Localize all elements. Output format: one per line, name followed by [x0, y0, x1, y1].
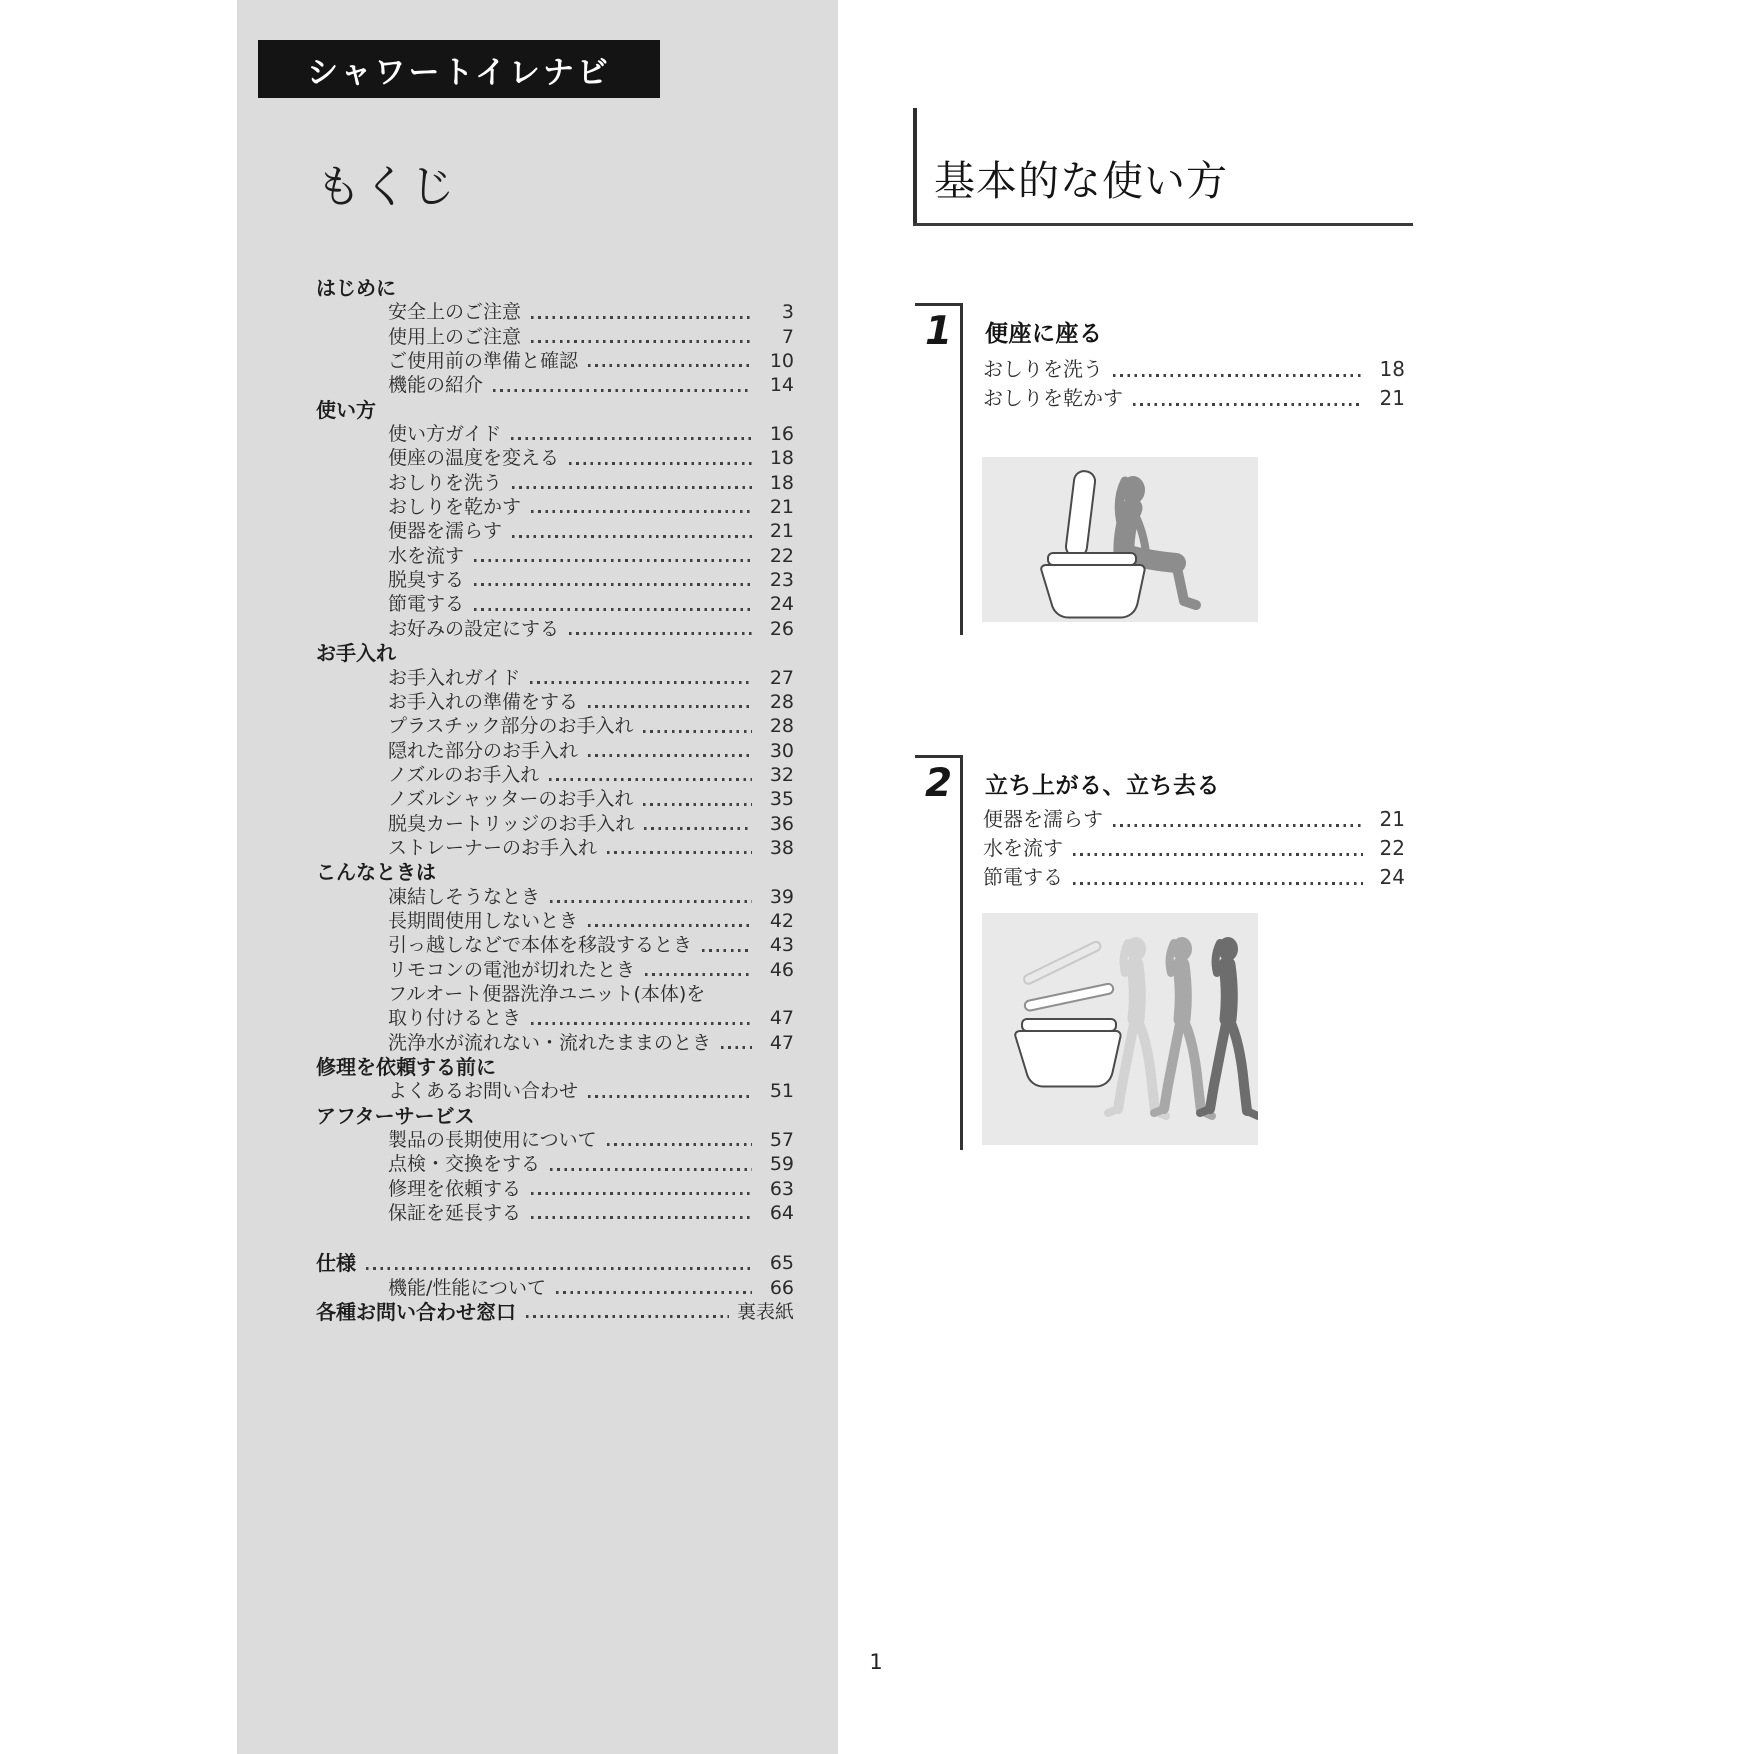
header-tab [258, 40, 660, 98]
toc-item [316, 885, 794, 909]
toc-item-page: 64 [769, 1202, 794, 1225]
toc-item-page: 28 [769, 715, 794, 738]
toc-item [316, 1079, 794, 1103]
toc-item-label: フルオート便器洗浄ユニット(本体)を [388, 982, 706, 1005]
toc-item-page: 59 [769, 1153, 794, 1176]
toc-item-label: ノズルのお手入れ [388, 763, 540, 786]
toc-item-label: ストレーナーのお手入れ [388, 836, 598, 859]
toc-item-page: 39 [769, 885, 794, 908]
toc-item-label: ご使用前の準備と確認 [388, 350, 579, 373]
dot-leader [550, 1168, 752, 1171]
toc-item-label: 使い方ガイド [388, 423, 502, 446]
toc-item [316, 714, 794, 738]
toc-item-page: 38 [769, 836, 794, 859]
toc-item-label: 修理を依頼する [388, 1177, 522, 1200]
dot-leader [531, 510, 752, 513]
toc-item [316, 349, 794, 373]
toc-item-page: 35 [769, 788, 794, 811]
toc-item-page: 43 [769, 934, 794, 957]
toc-item-label: 水を流す [388, 544, 465, 567]
toc-item-page: 32 [769, 763, 794, 786]
toc-item-page: 36 [769, 812, 794, 835]
dot-leader [531, 1022, 752, 1025]
toc-section-label: はじめに [316, 276, 396, 300]
toc-footer [316, 1251, 794, 1324]
toc-item-label: 脱臭カートリッジのお手入れ [388, 812, 635, 835]
toc-item-page: 27 [769, 666, 794, 689]
toc-item-page: 42 [769, 909, 794, 932]
toc-item-label: 製品の長期使用について [388, 1129, 597, 1152]
toc-item [316, 1128, 794, 1152]
dot-leader [531, 340, 752, 343]
dot-leader [1073, 853, 1363, 856]
toc-item-label: お手入れガイド [388, 666, 521, 689]
toc-item [316, 836, 794, 860]
dot-leader [530, 681, 752, 684]
toc-item-label: 仕様 [316, 1251, 356, 1276]
toc-item-label: 安全上のご注意 [388, 301, 522, 324]
toc-item [316, 1276, 794, 1300]
toc-item-page: 21 [769, 496, 794, 519]
step-item-list [983, 355, 1405, 413]
toc-item [316, 422, 794, 446]
toc-item [316, 958, 794, 982]
toc-item [316, 1152, 794, 1176]
toc-item [316, 1031, 794, 1055]
toc-item-page: 30 [769, 739, 794, 762]
toc-item-label: 機能/性能について [388, 1276, 547, 1299]
dot-leader [721, 1046, 752, 1049]
step-item-page: 21 [1379, 807, 1405, 831]
step-item-label: 水を流す [983, 836, 1063, 860]
dot-leader [644, 827, 752, 830]
dot-leader [588, 754, 752, 757]
step-item [983, 834, 1405, 863]
toc-item [316, 544, 794, 568]
section-title-block [913, 108, 1413, 226]
toc-item-label: 節電する [388, 593, 465, 616]
toc-item [316, 739, 794, 763]
toc-item-page: 47 [769, 1007, 794, 1030]
table-of-contents [316, 276, 794, 1324]
women-walking-away-lid-closing-icon [982, 913, 1258, 1145]
toc-item [316, 617, 794, 641]
toc-title: もくじ [316, 160, 458, 213]
dot-leader [550, 900, 752, 903]
dot-leader [511, 437, 752, 440]
toc-item-page: 23 [769, 569, 794, 592]
dot-leader [607, 851, 752, 854]
toc-item-page: 10 [769, 350, 794, 373]
dot-leader [1113, 374, 1363, 377]
dot-leader [588, 924, 752, 927]
toc-item-label: リモコンの電池が切れたとき [388, 958, 636, 981]
toc-item-page: 16 [769, 423, 794, 446]
dot-leader [643, 730, 752, 733]
toc-section-label: 使い方 [316, 397, 376, 422]
toc-item-page: 7 [781, 325, 794, 348]
toc-item-page: 51 [769, 1080, 794, 1103]
page-number: 1 [869, 1650, 883, 1674]
toc-section-label: アフターサービス [316, 1103, 475, 1128]
toc-item-page: 28 [769, 690, 794, 713]
toc-item-page: 47 [769, 1031, 794, 1054]
dot-leader [549, 778, 752, 781]
toc-item-label: ノズルシャッターのお手入れ [388, 788, 634, 811]
toc-item [316, 909, 794, 933]
dot-leader [531, 1192, 752, 1195]
step-number: 1 [925, 309, 953, 354]
toc-section-label: こんなときは [316, 860, 436, 885]
toc-item-label: 各種お問い合わせ窓口 [316, 1300, 516, 1325]
toc-section-label: 修理を依頼する前に [316, 1055, 496, 1079]
toc-item-label: 脱臭する [388, 569, 465, 592]
dot-leader [588, 705, 752, 708]
toc-item [316, 666, 794, 690]
dot-leader [474, 608, 752, 611]
dot-leader [531, 1216, 752, 1219]
toc-item-page: 21 [769, 520, 794, 543]
toc-item-page: 18 [769, 447, 794, 470]
step-item-label: 便器を濡らす [983, 807, 1103, 831]
step-heading: 立ち上がる、立ち去る [985, 773, 1220, 799]
toc-item-label: 引っ越しなどで本体を移設するとき [388, 934, 693, 957]
toc-item [316, 446, 794, 470]
toc-item [316, 1300, 794, 1324]
header-tab-label: シャワートイレナビ [307, 54, 611, 91]
step-1 [913, 303, 1413, 635]
toc-item-label: よくあるお問い合わせ [388, 1080, 579, 1103]
dot-leader [526, 1315, 729, 1318]
step-2 [913, 755, 1413, 1150]
toc-item [316, 300, 794, 324]
dot-leader [569, 462, 752, 465]
toc-item-page: 3 [781, 301, 794, 324]
toc-item [316, 933, 794, 957]
toc-item-label: 取り付けるとき [388, 1007, 522, 1030]
dot-leader [531, 316, 752, 319]
toc-item-page: 裏表紙 [736, 1301, 794, 1324]
toc-item [316, 568, 794, 592]
toc-item [316, 373, 794, 397]
dot-leader [702, 949, 752, 952]
step-item-label: おしりを洗う [983, 357, 1103, 381]
step-item [983, 384, 1405, 413]
toc-item-label: 便器を濡らす [388, 520, 503, 543]
toc-item [316, 690, 794, 714]
toc-item-label: 保証を延長する [388, 1202, 522, 1225]
step-item [983, 355, 1405, 384]
toc-item-label: 洗浄水が流れない・流れたままのとき [388, 1031, 712, 1054]
dot-leader [556, 1291, 752, 1294]
section-title: 基本的な使い方 [913, 108, 1413, 223]
step-item [983, 863, 1405, 892]
toc-item-page: 14 [769, 374, 794, 397]
toc-item-label: プラスチック部分のお手入れ [388, 715, 634, 738]
step-number: 2 [925, 761, 953, 806]
step-item-page: 24 [1379, 865, 1405, 889]
dot-leader [643, 803, 752, 806]
dot-leader [645, 973, 752, 976]
step-item-page: 22 [1379, 836, 1405, 860]
toc-item-page: 63 [769, 1177, 794, 1200]
toc-item [316, 1006, 794, 1030]
step-heading: 便座に座る [985, 321, 1103, 347]
toc-item-page: 24 [769, 593, 794, 616]
dot-leader [512, 486, 752, 489]
toc-section-label: お手入れ [316, 641, 396, 666]
toc-item-page: 65 [769, 1252, 794, 1275]
dot-leader [569, 632, 752, 635]
dot-leader [607, 1143, 752, 1146]
toc-item [316, 982, 794, 1006]
toc-item [316, 592, 794, 616]
toc-item-page: 18 [769, 471, 794, 494]
dot-leader [493, 389, 752, 392]
toc-item [316, 325, 794, 349]
dot-leader [474, 583, 752, 586]
dot-leader [588, 364, 752, 367]
toc-item [316, 763, 794, 787]
toc-item-page: 57 [769, 1129, 794, 1152]
dot-leader [715, 997, 752, 1000]
step-item-label: 節電する [983, 865, 1063, 889]
toc-item [316, 812, 794, 836]
dot-leader [366, 1267, 752, 1270]
toc-item-page: 26 [769, 617, 794, 640]
toc-item-page: 46 [769, 958, 794, 981]
toc-item-page: 22 [769, 544, 794, 567]
toc-item-label: 長期間使用しないとき [388, 909, 579, 932]
dot-leader [588, 1095, 752, 1098]
toc-item [316, 787, 794, 811]
toc-item [316, 1177, 794, 1201]
toc-item-label: おしりを乾かす [388, 496, 522, 519]
toc-item-label: 隠れた部分のお手入れ [388, 739, 579, 762]
toc-item-label: 凍結しそうなとき [388, 885, 541, 908]
woman-sitting-on-toilet-icon [982, 457, 1258, 622]
toc-item-label: お手入れの準備をする [388, 690, 579, 713]
dot-leader [1073, 882, 1363, 885]
toc-item [316, 471, 794, 495]
dot-leader [1113, 824, 1363, 827]
toc-item-label: お好みの設定にする [388, 617, 560, 640]
toc-item-label: おしりを洗う [388, 471, 503, 494]
toc-item-label: 使用上のご注意 [388, 325, 522, 348]
toc-item-label: 点検・交換をする [388, 1153, 541, 1176]
toc-item [316, 1251, 794, 1275]
dot-leader [1133, 403, 1363, 406]
dot-leader [512, 535, 752, 538]
toc-item-label: 便座の温度を変える [388, 447, 560, 470]
toc-item [316, 1201, 794, 1225]
toc-item-page: 66 [769, 1276, 794, 1299]
toc-item [316, 519, 794, 543]
toc-item-label: 機能の紹介 [388, 374, 484, 397]
step-item-label: おしりを乾かす [983, 386, 1123, 410]
step-item [983, 805, 1405, 834]
step-item-list [983, 805, 1405, 892]
step-item-page: 21 [1379, 386, 1405, 410]
toc-item [316, 495, 794, 519]
step-item-page: 18 [1379, 357, 1405, 381]
dot-leader [474, 559, 752, 562]
